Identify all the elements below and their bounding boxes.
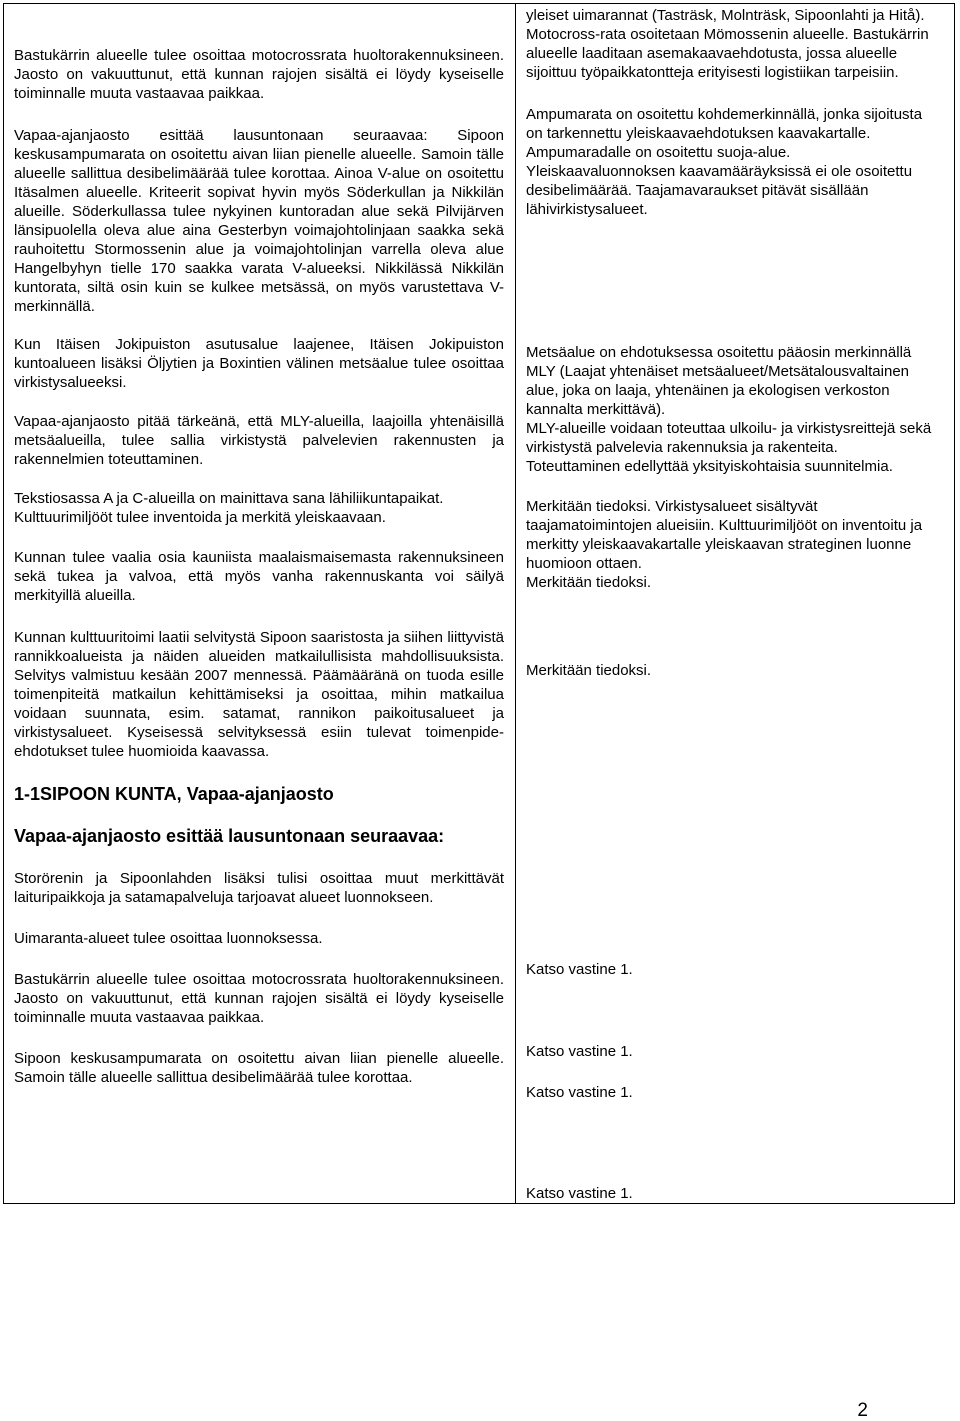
paragraph-text: Vapaa-ajanjaosto pitää tärkeänä, että MLY-alueilla, laajoilla yhtenäisillä metsäalueilla, tulee sallia virkistystä palvelevien rakennusten ja rakennelmien toteuttaminen. bbox=[14, 413, 504, 468]
paragraph-text: Kunnan kulttuuritoimi laatii selvitystä Sipoon saaristosta ja siihen liittyvistä rannikkoalueista ja näiden alueiden matkailullisista mahdollisuuksista. Selvitys valmistuu kesään 2007 mennessä. Päämääränä on tuoda esille toimenpiteitä matkailun kehittämiseksi ja osoittaa, mihin matkailua voidaan suunnata, esim. satamat, rannikon paikoitusalueet ja virkistysalueet. Kyseisessä selvityksessä esiin tulevat toimenpide-ehdotukset tulee huomioida kaavassa. bbox=[14, 629, 504, 760]
statement-cell bbox=[4, 4, 516, 1204]
paragraph-text: Vapaa-ajanjaosto esittää lausuntonaan seuraavaa: Sipoon keskusampumarata on osoitettu aivan liian pienelle alueelle. Samoin tälle alueelle sallittua desibelimäärää tulee korottaa. Ainoa V-alue on osoitettu Itäsalmen alueelle. Kriteerit sopivat hyvin myös Söderkullan ja Nikkilän alueille. Söderkullassa tulee nykyinen kuntoradan alue sekä Pilvijärven länsipuolella oleva alue aina Gesterbyn voimajohtolinjaan saakka sekä rauhoitettu Stormossenin alue ja voimajohtolinjan varrella oleva alue Hangelbyhyn tielle 170 saakka varata V-alueeksi. Nikkilässä Nikkilän kuntorata, siltä osin kuin se kulkee metsässä, on myös varustettava V-merkinnällä. bbox=[14, 127, 504, 315]
paragraph-text: Storörenin ja Sipoonlahden lisäksi tulisi osoittaa muut merkittävät laituripaikkoja ja satamapalveluja tarjoavat alueet luonnokseen. bbox=[14, 870, 504, 906]
paragraph-text: Metsäalue on ehdotuksessa osoitettu pääosin merkinnällä MLY (Laajat yhtenäiset metsäalueet/Metsätalousvaltainen alue, joka on laaja, yhtenäinen ja ekologisen verkoston kannalta merkittävä). bbox=[526, 344, 912, 418]
paragraph-text: Merkitään tiedoksi. Virkistysalueet sisältyvät taajamatoimintojen alueisiin. Kulttuurimiljööt on inventoitu ja merkitty yleiskaavakartalle yleiskaavan strateginen luonne huomioon ottaen. bbox=[526, 498, 923, 572]
statement-response-table bbox=[3, 3, 955, 1204]
paragraph-text: Ampumarata on osoitettu kohdemerkinnällä, jonka sijoitusta on tarkennettu yleiskaavaehdotuksen kaavakartalle. Ampumaradalle on osoitettu suoja-alue. Yleiskaavaluonnoksen kaavamääräyksissä ei ole osoitettu desibelimäärää. Taajamavaraukset pitävät sisällään lähivirkistysalueet. bbox=[526, 106, 923, 218]
statement-paragraph bbox=[14, 46, 504, 103]
paragraph-text: Bastukärrin alueelle tulee osoittaa motocrossrata huoltorakennuksineen. Jaosto on vakuuttunut, että kunnan rajojen sisältä ei löydy kyseiselle toiminnalle muuta vastaavaa paikkaa. bbox=[14, 47, 504, 102]
paragraph-text: Toteuttaminen edellyttää yksityiskohtaisia suunnitelmia. bbox=[526, 458, 893, 475]
response-paragraph bbox=[526, 105, 942, 219]
statement-paragraph bbox=[14, 489, 504, 527]
statement-paragraph bbox=[14, 335, 504, 392]
paragraph-text: Kun Itäisen Jokipuiston asutusalue laajenee, Itäisen Jokipuiston kuntoalueen lisäksi Öljytien ja Boxintien välinen metsäalue tulee osoittaa virkistysalueeksi. bbox=[14, 336, 504, 391]
table-row bbox=[4, 4, 955, 1204]
section-heading: 1-1SIPOON KUNTA, Vapaa-ajanjaosto bbox=[14, 784, 334, 804]
response-paragraph bbox=[526, 1042, 942, 1061]
statement-paragraph bbox=[14, 628, 504, 761]
paragraph-text: Sipoon keskusampumarata on osoitettu aivan liian pienelle alueelle. Samoin tälle alueelle sallittua desibelimäärää tulee korottaa. bbox=[14, 1050, 504, 1086]
response-paragraph bbox=[526, 960, 942, 979]
paragraph-text: Katso vastine 1. bbox=[526, 1185, 633, 1202]
statement-paragraph bbox=[14, 869, 504, 907]
statement-paragraph bbox=[14, 412, 504, 469]
paragraph-text: Kulttuurimiljööt tulee inventoida ja merkitä yleiskaavaan. bbox=[14, 509, 386, 526]
paragraph-text: Merkitään tiedoksi. bbox=[526, 662, 652, 679]
statement-paragraph bbox=[14, 970, 504, 1027]
response-paragraph bbox=[526, 1184, 942, 1203]
page-number: 2 bbox=[857, 1400, 868, 1421]
response-paragraph bbox=[526, 497, 942, 592]
statement-paragraph bbox=[14, 548, 504, 605]
paragraph-text: Motocross-rata osoitetaan Mömossenin alueelle. Bastukärrin alueelle laaditaan asemakaavaehdotusta, jossa alueelle sijoittuu työpaikkatontteja erityisesti logistiikan tarpeisiin. bbox=[526, 26, 929, 81]
paragraph-text: Tekstiosassa A ja C-alueilla on mainittava sana lähiliikuntapaikat. bbox=[14, 490, 444, 507]
response-paragraph bbox=[526, 343, 942, 476]
response-paragraph bbox=[526, 6, 942, 82]
section-lead: Vapaa-ajanjaosto esittää lausuntonaan seuraavaa: bbox=[14, 826, 445, 846]
paragraph-text: MLY-alueille voidaan toteuttaa ulkoilu- ja virkistysreittejä sekä virkistystä palvelevia rakennuksia ja rakenteita. bbox=[526, 420, 932, 456]
statement-paragraph bbox=[14, 1049, 504, 1087]
response-paragraph bbox=[526, 1083, 942, 1102]
paragraph-text: Kunnan tulee vaalia osia kauniista maalaismaisemasta rakennuksineen sekä tukea ja valvoa, että myös vanha rakennuskanta voi säilyä merkityillä alueilla. bbox=[14, 549, 504, 604]
paragraph-text: Uimaranta-alueet tulee osoittaa luonnoksessa. bbox=[14, 930, 323, 947]
paragraph-text: yleiset uimarannat (Tasträsk, Molnträsk, Sipoonlahti ja Hitå). bbox=[526, 7, 925, 24]
paragraph-text: Katso vastine 1. bbox=[526, 1084, 633, 1101]
response-paragraph bbox=[526, 661, 942, 680]
paragraph-text: Katso vastine 1. bbox=[526, 961, 633, 978]
paragraph-text: Katso vastine 1. bbox=[526, 1043, 633, 1060]
statement-paragraph bbox=[14, 929, 504, 948]
statement-paragraph bbox=[14, 126, 504, 316]
response-cell bbox=[516, 4, 955, 1204]
paragraph-text: Bastukärrin alueelle tulee osoittaa motocrossrata huoltorakennuksineen. Jaosto on vakuuttunut, että kunnan rajojen sisältä ei löydy kyseiselle toiminnalle muuta vastaavaa paikkaa. bbox=[14, 971, 504, 1026]
paragraph-text: Merkitään tiedoksi. bbox=[526, 574, 652, 591]
